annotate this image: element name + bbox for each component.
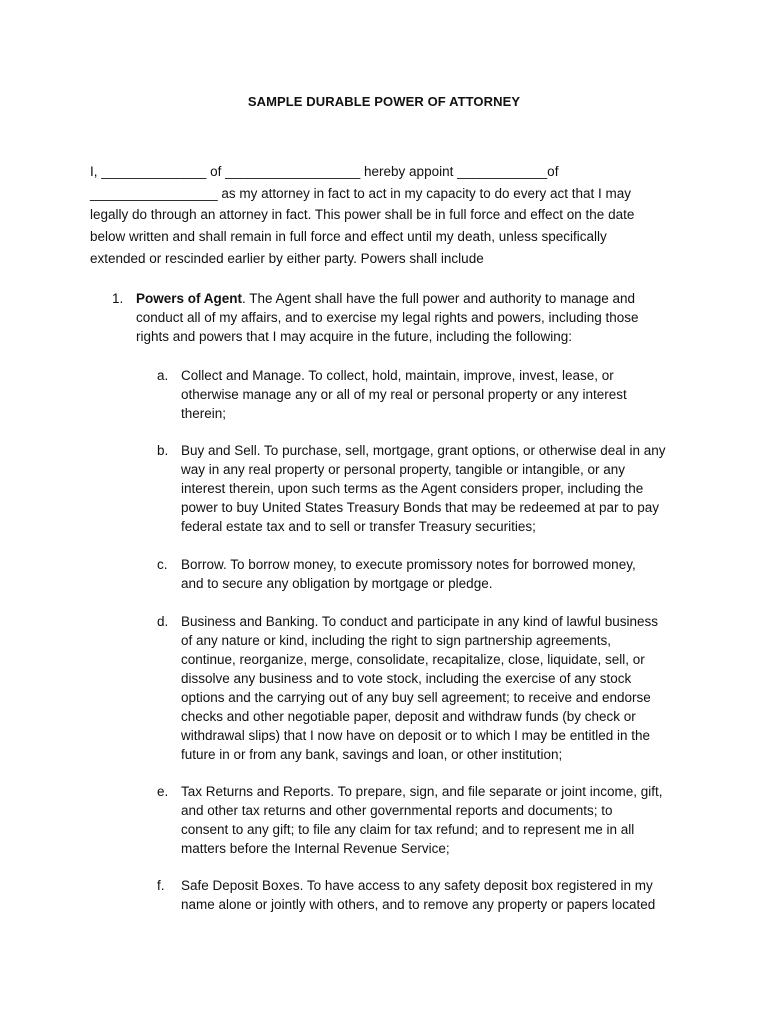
subitem-text: [181, 441, 691, 536]
intro-line: extended or rescinded earlier by either party. Powers shall include: [90, 250, 484, 266]
list-item-line: conduct all of my affairs, and to exercise my legal rights and powers, including those: [136, 310, 639, 325]
subitem-letter: e.: [157, 784, 169, 799]
subitem-line: and other tax returns and other governmental reports and documents; to: [181, 803, 613, 818]
subitem-letter: c.: [157, 557, 168, 572]
subitem-line: Safe Deposit Boxes. To have access to any safety deposit box registered in my: [181, 878, 653, 893]
subitem-line: continue, reorganize, merge, consolidate, recapitalize, close, liquidate, sell, or: [181, 652, 645, 667]
subitem-text: [181, 782, 691, 858]
subitem-text: [181, 612, 691, 764]
subitem-line: withdrawal slips) that I now have on deposit or to which I may be entitled in the: [181, 728, 650, 743]
intro-line: I, ______________ of __________________ hereby appoint ____________of: [90, 164, 559, 179]
subitem-line: name alone or jointly with others, and to remove any property or papers located: [181, 897, 656, 912]
subitem-line: Borrow. To borrow money, to execute promissory notes for borrowed money,: [181, 557, 636, 572]
intro-line: legally do through an attorney in fact. This power shall be in full force and effect on the date: [90, 207, 635, 223]
subitem-letter: a.: [157, 368, 169, 383]
subitem-line: Buy and Sell. To purchase, sell, mortgage, grant options, or otherwise deal in any: [181, 443, 666, 458]
subitem-line: matters before the Internal Revenue Service;: [181, 841, 450, 856]
subitem-line: federal estate tax and to sell or transfer Treasury securities;: [181, 519, 536, 534]
subitem-line: checks and other negotiable paper, deposit and withdraw funds (by check or: [181, 709, 636, 724]
subitem-line: Tax Returns and Reports. To prepare, sign, and file separate or joint income, gift,: [181, 784, 663, 799]
intro-line: below written and shall remain in full force and effect until my death, unless specifically: [90, 229, 607, 245]
list-item-first-line: [136, 289, 676, 308]
subitem-line: way in any real property or personal property, tangible or intangible, or any: [181, 462, 625, 477]
subitem-line: consent to any gift; to file any claim for tax refund; and to represent me in all: [181, 822, 635, 837]
section-heading: Powers of Agent: [136, 291, 243, 306]
subitem-line: interest therein, upon such terms as the Agent considers proper, including the: [181, 481, 644, 496]
subitem-line: future in or from any bank, savings and loan, or other institution;: [181, 747, 563, 762]
document-title: SAMPLE DURABLE POWER OF ATTORNEY: [247, 94, 521, 109]
subitem-line: dissolve any business and to vote stock, including the exercise of any stock: [181, 671, 632, 686]
list-item-line: rights and powers that I may acquire in the future, including the following:: [136, 329, 572, 344]
intro-line: _________________ as my attorney in fact to act in my capacity to do every act that I may: [90, 185, 632, 201]
subitem-line: otherwise manage any or all of my real or personal property or any interest: [181, 387, 627, 402]
subitem-line: power to buy United States Treasury Bonds that may be redeemed at par to pay: [181, 500, 660, 515]
list-item-number: 1.: [112, 291, 124, 306]
subitem-line: Business and Banking. To conduct and participate in any kind of lawful business: [181, 614, 659, 629]
subitem-line: therein;: [181, 406, 227, 421]
subitem-letter: f.: [157, 878, 165, 893]
heading-continuation: . The Agent shall have the full power and authority to manage and: [242, 291, 636, 306]
list-item-body: [136, 289, 676, 346]
subitem-letter: b.: [157, 443, 169, 458]
subitem-line: options and the carrying out of any buy sell agreement; to receive and endorse: [181, 690, 651, 705]
subitem-letter: d.: [157, 614, 169, 629]
subitem-line: and to secure any obligation by mortgage or pledge.: [181, 576, 493, 591]
subitem-text: [181, 555, 691, 593]
intro-paragraph: [90, 161, 690, 270]
subitem-text: [181, 876, 691, 914]
subitem-line: Collect and Manage. To collect, hold, maintain, improve, invest, lease, or: [181, 368, 614, 383]
subitem-text: [181, 366, 691, 423]
subitem-line: of any nature or kind, including the right to sign partnership agreements,: [181, 633, 612, 648]
